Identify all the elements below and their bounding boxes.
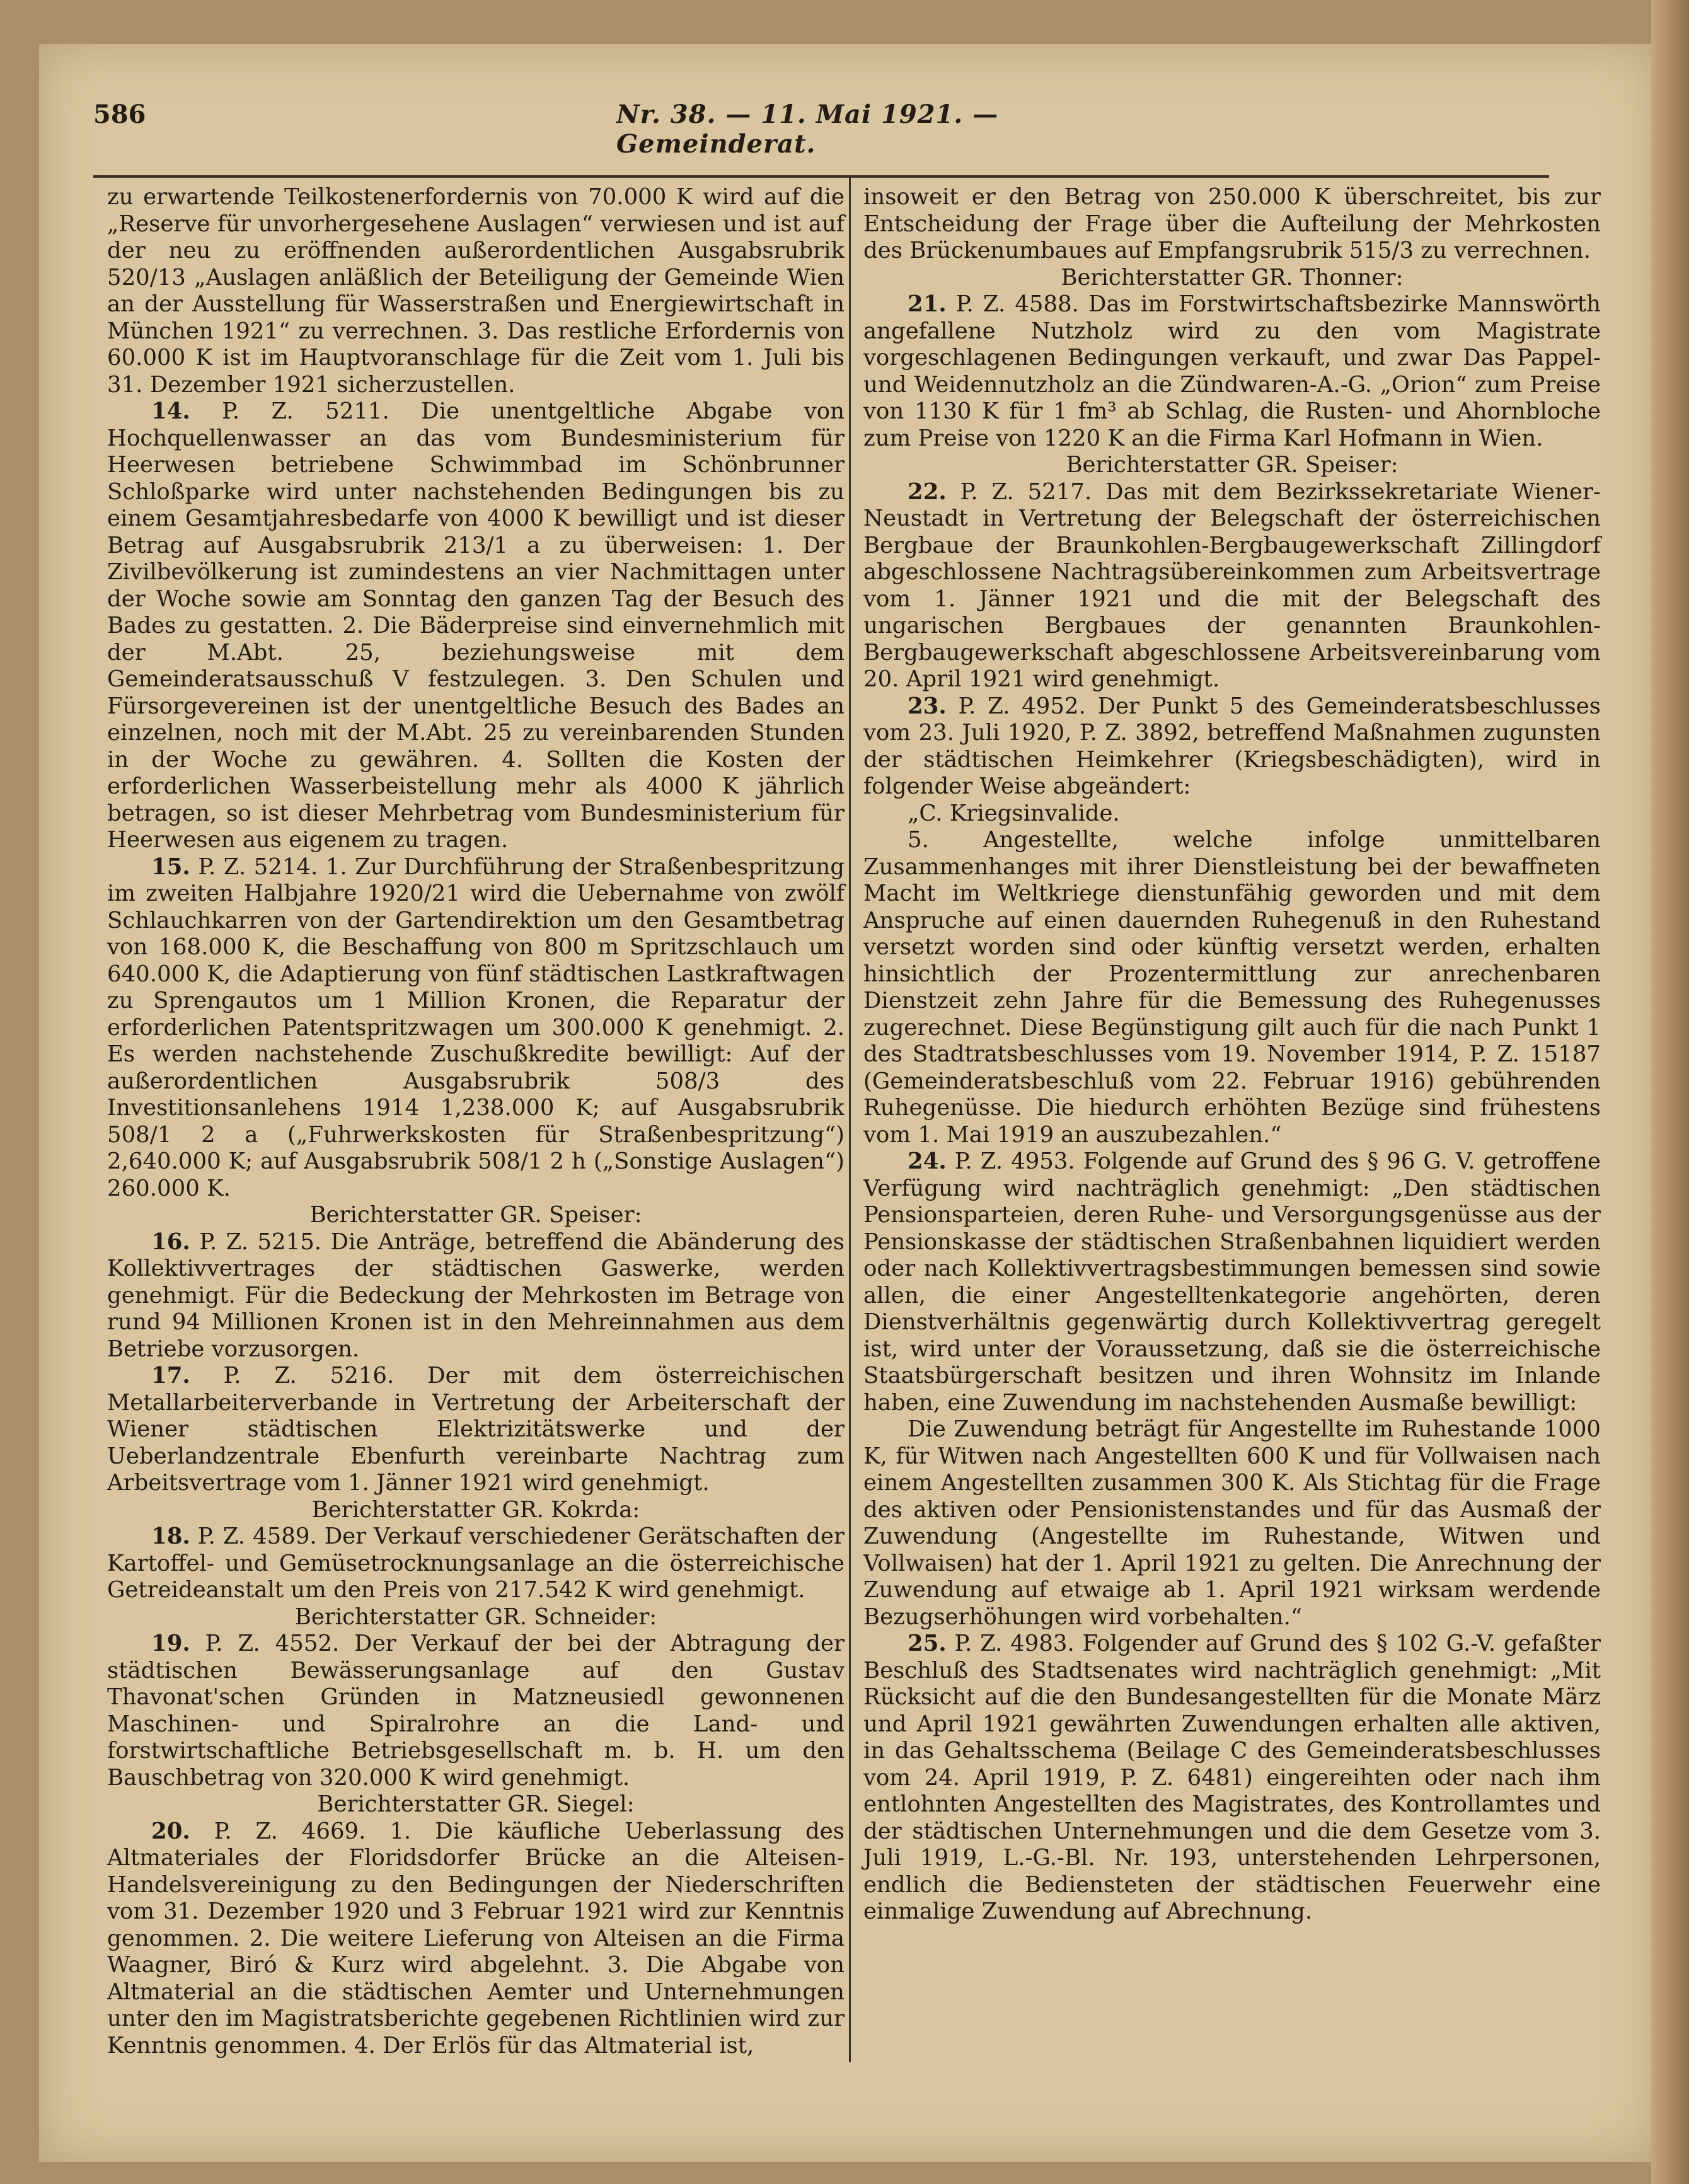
item-text: P. Z. 4552. Der Verkauf der bei der Abtragung der städtischen Bewässerungsanlage auf den Gustav Thavonat'schen Gründen in Matzneusiedl gewonnenen Maschinen- und Spiralrohre an die Land- und forstwirtschaftliche Betriebsgesellschaft m. b. H. um den Bauschbetrag von 320.000 K wird genehmigt. — [107, 1631, 844, 1791]
item-number: 15. — [151, 853, 190, 880]
reporter-line: Berichterstatter GR. Thonner: — [1061, 264, 1404, 291]
item-number: 21. — [908, 291, 947, 317]
item-number: 17. — [151, 1363, 190, 1389]
item-number: 18. — [151, 1523, 190, 1549]
running-title: Nr. 38. — 11. Mai 1921. — Gemeinderat. — [616, 100, 999, 159]
page-number: 586 — [93, 100, 146, 129]
item-text: P. Z. 4952. Der Punkt 5 des Gemeinderatsbeschlusses vom 23. Juli 1920, P. Z. 3892, betreffend Maßnahmen zugunsten der städtischen Heimkehrer (Kriegsbeschädigten), wird in folgender Weise abgeändert: — [863, 693, 1601, 799]
right-column — [863, 184, 1601, 1926]
resolution-item — [863, 479, 1601, 693]
paragraph: „C. Kriegsinvalide. — [908, 800, 1120, 826]
resolution-item — [107, 1818, 844, 2060]
item-number: 16. — [151, 1228, 190, 1255]
item-number: 24. — [908, 1148, 947, 1174]
resolution-item — [107, 1363, 844, 1497]
continued-paragraph: insoweit er den Betrag von 250.000 K überschreitet, bis zur Entscheidung der Frage über die Aufteilung der Mehrkosten des Brückenumbaues auf Empfangsrubrik 515/3 zu verrechnen. — [863, 184, 1601, 263]
reporter-line: Berichterstatter GR. Speiser: — [309, 1202, 642, 1228]
reporter-line: Berichterstatter GR. Speiser: — [1066, 452, 1398, 478]
resolution-item — [863, 291, 1601, 452]
item-text: P. Z. 4589. Der Verkauf verschiedener Gerätschaften der Kartoffel- und Gemüsetrocknungsanlage an die österreichische Getreideanstalt um den Preis von 217.542 K wird genehmigt. — [107, 1523, 844, 1603]
item-number: 23. — [908, 693, 947, 719]
continued-paragraph: zu erwartende Teilkostenerfordernis von 70.000 K wird auf die „Reserve für unvorhergesehene Auslagen“ verwiesen und ist auf der neu zu eröffnenden außerordentlichen Ausgabsrubrik 520/13 „Auslagen anläßlich der Beteiligung der Gemeinde Wien an der Ausstellung für Wasserstraßen und Energiewirtschaft in München 1921“ zu verrechnen. 3. Das restliche Erfordernis von 60.000 K ist im Hauptvoranschlage für die Zeit vom 1. Juli bis 31. Dezember 1921 sicherzustellen. — [107, 184, 844, 398]
item-text: P. Z. 5211. Die unentgeltliche Abgabe von Hochquellenwasser an das vom Bundesministerium für Heerwesen betriebene Schwimmbad im Schönbrunner Schloßparke wird unter nachstehenden Bedingungen bis zu einem Gesamtjahresbedarfe von 4000 K bewilligt und ist dieser Betrag auf Ausgabsrubrik 213/1 a zu überweisen: 1. Der Zivilbevölkerung ist zumindestens an vier Nachmittagen unter der Woche sowie am Sonntag den ganzen Tag der Besuch des Bades zu gestatten. 2. Die Bäderpreise sind einvernehmlich mit der M.Abt. 25, beziehungsweise mit dem Gemeinderatsausschuß V festzulegen. 3. Den Schulen und Fürsorgevereinen ist der unentgeltliche Besuch des Bades an einzelnen, noch mit der M.Abt. 25 zu vereinbarenden Stunden in der Woche zu gewähren. 4. Sollten die Kosten der erforderlichen Wasserbeistellung mehr als 4000 K jährlich betragen, so ist dieser Mehrbetrag vom Bundesministerium für Heerwesen aus eigenem zu tragen. — [107, 398, 844, 853]
item-text: P. Z. 5216. Der mit dem österreichischen Metallarbeiterverbande in Vertretung der Arbeiterschaft der Wiener städtischen Elektrizitätswerke und der Ueberlandzentrale Ebenfurth vereinbarte Nachtrag zum Arbeitsvertrage vom 1. Jänner 1921 wird genehmigt. — [107, 1363, 844, 1496]
item-number: 14. — [151, 398, 190, 424]
item-number: 19. — [151, 1631, 190, 1656]
column-divider — [849, 178, 851, 2062]
page-edge — [1651, 0, 1689, 2184]
resolution-item — [107, 1523, 844, 1604]
resolution-item — [863, 1631, 1601, 1926]
item-number: 20. — [151, 1818, 190, 1844]
item-text: P. Z. 5215. Die Anträge, betreffend die Abänderung des Kollektivvertrages der städtischen Gaswerke, werden genehmigt. Für die Bedeckung der Mehrkosten im Betrage von rund 94 Millionen Kronen ist in den Mehreinnahmen aus dem Betriebe vorzusorgen. — [107, 1228, 844, 1362]
reporter-line: Berichterstatter GR. Kokrda: — [311, 1496, 640, 1523]
reporter-line: Berichterstatter GR. Siegel: — [317, 1791, 635, 1817]
reporter-line: Berichterstatter GR. Schneider: — [294, 1603, 657, 1630]
item-text: P. Z. 5214. 1. Zur Durchführung der Straßenbespritzung im zweiten Halbjahre 1920/21 wird die Uebernahme von zwölf Schlauchkarren von der Gartendirektion um den Gesamtbetrag von 168.000 K, die Beschaffung von 800 m Spritzschlauch um 640.000 K, die Adaptierung von fünf städtischen Lastkraftwagen zu Sprengautos um 1 Million Kronen, die Reparatur der erforderlichen Patentspritzwagen um 300.000 K genehmigt. 2. Es werden nachstehende Zuschußkredite bewilligt: Auf der außerordentlichen Ausgabsrubrik 508/3 des Investitionsanlehens 1914 1,238.000 K; auf Ausgabsrubrik 508/1 2 a („Fuhrwerkskosten für Straßenbespritzung“) 2,640.000 K; auf Ausgabsrubrik 508/1 2 h („Sonstige Auslagen“) 260.000 K. — [107, 853, 844, 1201]
item-text: P. Z. 4669. 1. Die käufliche Ueberlassung des Altmateriales der Floridsdorfer Brücke an die Alteisen-Handelsvereinigung zu den Bedingungen der Niederschriften vom 31. Dezember 1920 und 3 Februar 1921 wird zur Kenntnis genommen. 2. Die weitere Lieferung von Alteisen an die Firma Waagner, Biró & Kurz wird abgelehnt. 3. Die Abgabe von Altmaterial an die städtischen Aemter und Unternehmungen unter den im Magistratsberichte gegebenen Richtlinien wird zur Kenntnis genommen. 4. Der Erlös für das Altmaterial ist, — [107, 1818, 844, 2059]
item-text: P. Z. 4983. Folgender auf Grund des § 102 G.-V. gefaßter Beschluß des Stadtsenates wird nachträglich genehmigt: „Mit Rücksicht auf die den Bundesangestellten für die Monate März und April 1921 gewährten Zuwendungen erhalten alle aktiven, in das Gehaltsschema (Beilage C des Gemeinderatsbeschlusses vom 24. April 1919, P. Z. 6481) eingereihten oder nach ihm entlohnten Angestellten des Magistrates, des Kontrollamtes und der städtischen Unternehmungen und die dem Gesetze vom 3. Juli 1919, L.-G.-Bl. Nr. 193, unterstehenden Lehrpersonen, endlich die Bediensteten der städtischen Feuerwehr eine einmalige Zuwendung auf Abrechnung. — [863, 1631, 1601, 1924]
paragraph: Die Zuwendung beträgt für Angestellte im Ruhestande 1000 K, für Witwen nach Angestellten 600 K und für Vollwaisen nach einem Angestellten zusammen 300 K. Als Stichtag für die Frage des aktiven oder Pensionistenstandes und für das Ausmaß der Zuwendung (Angestellte im Ruhestande, Witwen und Vollwaisen) hat der 1. April 1921 zu gelten. Die Anrechnung der Zuwendung auf etwaige ab 1. April 1921 wirksam werdende Bezugserhöhungen wird vorbehalten.“ — [863, 1416, 1601, 1630]
resolution-item — [107, 1631, 844, 1791]
item-number: 22. — [908, 478, 947, 505]
header-rule — [93, 175, 1549, 178]
item-text: P. Z. 5217. Das mit dem Bezirkssekretariate Wiener-Neustadt in Vertretung der Belegschaft der österreichischen Bergbaue der Braunkohlen-Bergbaugewerkschaft Zillingdorf abgeschlossene Nachtragsübereinkommen zum Arbeitsvertrage vom 1. Jänner 1921 und die mit der Belegschaft des ungarischen Bergbaues der genannten Braunkohlen-Bergbaugewerkschaft abgeschlossene Arbeitsvereinbarung vom 20. April 1921 wird genehmigt. — [863, 478, 1601, 692]
item-text: P. Z. 4953. Folgende auf Grund des § 96 G. V. getroffene Verfügung wird nachträglich genehmigt: „Den städtischen Pensionsparteien, deren Ruhe- und Versorgungsgenüsse aus der Pensionskasse der städtischen Straßenbahnen liquidiert werden oder nach Kollektivvertragsbestimmungen bemessen sind sowie allen, die einer Angestelltenkategorie angehörten, deren Dienstverhältnis gegenwärtig durch Kollektivvertrag geregelt ist, wird unter der Voraussetzung, daß sie die österreichische Staatsbürgerschaft besitzen und ihren Wohnsitz im Inlande haben, eine Zuwendung im nachstehenden Ausmaße bewilligt: — [863, 1148, 1601, 1416]
resolution-item — [863, 693, 1601, 800]
left-column — [107, 184, 844, 2059]
item-number: 25. — [908, 1631, 947, 1656]
resolution-item — [107, 398, 844, 854]
item-text: P. Z. 4588. Das im Forstwirtschaftsbezirke Mannswörth angefallene Nutzholz wird zu den vom Magistrate vorgeschlagenen Bedingungen verkauft, und zwar Das Pappel- und Weidennutzholz an die Zündwaren-A.-G. „Orion“ zum Preise von 1130 K für 1 fm³ ab Schlag, die Rusten- und Ahornbloche zum Preise von 1220 K an die Firma Karl Hofmann in Wien. — [863, 291, 1601, 451]
resolution-item — [863, 1148, 1601, 1416]
resolution-item — [107, 1229, 844, 1363]
resolution-item — [107, 854, 844, 1203]
paragraph: 5. Angestellte, welche infolge unmittelbaren Zusammenhanges mit ihrer Dienstleistung bei der bewaffneten Macht im Weltkriege dienstunfähig geworden und mit dem Anspruche auf einen dauernden Ruhegenuß in den Ruhestand versetzt worden sind oder künftig versetzt werden, erhalten hinsichtlich der Prozentermittlung zur anrechenbaren Dienstzeit zehn Jahre für die Bemessung des Ruhegenusses zugerechnet. Diese Begünstigung gilt auch für die nach Punkt 1 des Stadtratsbeschlusses vom 19. November 1914, P. Z. 15187 (Gemeinderatsbeschluß vom 22. Februar 1916) gebührenden Ruhegenüsse. Die hiedurch erhöhten Bezüge sind frühestens vom 1. Mai 1919 an auszubezahlen.“ — [863, 827, 1601, 1148]
page-header — [93, 95, 1127, 159]
